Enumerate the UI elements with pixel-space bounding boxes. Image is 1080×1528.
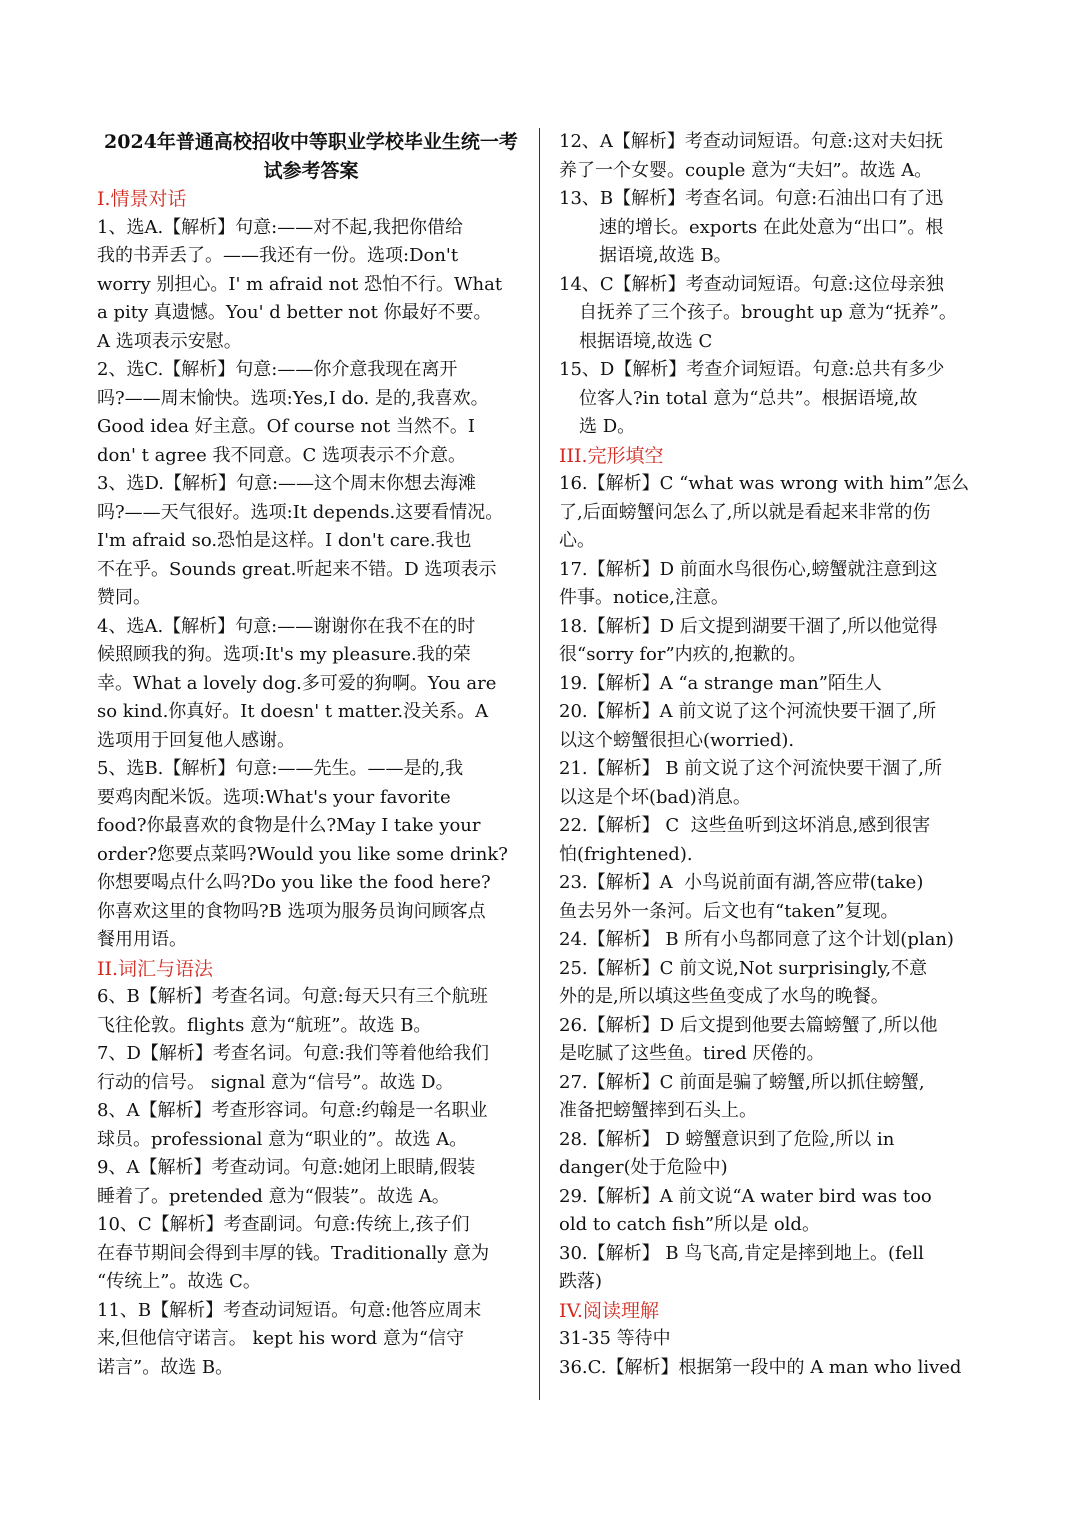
answer-line: 17.【解析】D 前面水鸟很伤心,螃蟹就注意到这	[559, 558, 938, 580]
answer-line: 根据语境,故选 C	[579, 330, 713, 352]
answer-line: 2、选C.【解析】句意:——你介意我现在离开	[97, 359, 458, 380]
answer-line: “传统上”。故选 C。	[97, 1271, 261, 1292]
answer-q23	[559, 869, 989, 926]
answer-line: 1、选A.【解析】句意:——对不起,我把你借给	[97, 216, 463, 238]
answer-q7	[97, 1040, 525, 1097]
answer-line: 选项用于回复他人感谢。	[97, 729, 295, 751]
answer-line: 养了一个女婴。couple 意为“夫妇”。故选 A。	[559, 159, 933, 181]
answer-q15	[559, 356, 989, 442]
answer-q13	[559, 185, 989, 271]
answer-q10	[97, 1211, 525, 1297]
answer-q5	[97, 755, 525, 955]
answer-line: 心。	[559, 530, 595, 551]
answer-line: 26.【解析】D 后文提到他要去篇螃蟹了,所以他	[559, 1014, 938, 1036]
answer-line: 25.【解析】C 前文说,Not surprisingly,不意	[559, 957, 928, 979]
answer-line: 6、B【解析】考查名词。句意:每天只有三个航班	[97, 986, 488, 1007]
answer-line: 8、A【解析】考查形容词。句意:约翰是一名职业	[97, 1100, 488, 1121]
answer-q24	[559, 926, 989, 955]
answer-line: 3、选D.【解析】句意:——这个周末你想去海滩	[97, 473, 477, 494]
doc-title-line-2: 试参考答案	[263, 159, 359, 182]
answer-q1	[97, 214, 525, 357]
answer-line: 12、A【解析】考查动词短语。句意:这对夫妇抚	[559, 131, 943, 152]
answer-q26	[559, 1012, 989, 1069]
answer-line: 吗?——周末愉快。选项:Yes,I do. 是的,我喜欢。	[97, 387, 489, 409]
answer-line: 29.【解析】A 前文说“A water bird was too	[559, 1185, 932, 1207]
answer-line: 行动的信号。 signal 意为“信号”。故选 D。	[97, 1071, 454, 1093]
answer-line: 10、C【解析】考查副词。句意:传统上,孩子们	[97, 1214, 470, 1235]
answer-q17	[559, 556, 989, 613]
answer-q14	[559, 271, 989, 357]
answer-line: 24.【解析】 B 所有小鸟都同意了这个计划(plan)	[559, 929, 954, 950]
answer-q22	[559, 812, 989, 869]
answer-line: 位客人?in total 意为“总共”。根据语境,故	[579, 387, 918, 409]
answer-line: 4、选A.【解析】句意:——谢谢你在我不在的时	[97, 615, 476, 637]
answer-line: food?你最喜欢的食物是什么?May I take your	[97, 815, 481, 836]
answer-q4	[97, 613, 525, 756]
answer-line: 候照顾我的狗。选项:It's my pleasure.我的荣	[97, 644, 471, 665]
answer-q18	[559, 613, 989, 670]
answer-q28	[559, 1126, 989, 1183]
answer-line: 28.【解析】 D 螃蟹意识到了危险,所以 in	[559, 1128, 895, 1150]
answer-q31-35	[559, 1325, 989, 1354]
answer-line: danger(处于危险中)	[559, 1157, 728, 1178]
answer-line: 鱼去另外一条河。后文也有“taken”复现。	[559, 900, 899, 922]
answer-q20	[559, 698, 989, 755]
answer-line: 不在乎。Sounds great.听起来不错。D 选项表示	[97, 558, 497, 580]
section-heading-dialogue: I.情景对话	[97, 188, 187, 210]
answer-line: 15、D【解析】考查介词短语。句意:总共有多少	[559, 359, 945, 380]
left-column	[97, 128, 525, 1382]
answer-line: 19.【解析】A “a strange man”陌生人	[559, 672, 882, 694]
answer-line: 选 D。	[579, 416, 636, 437]
answer-line: 21.【解析】 B 前文说了这个河流快要干涸了,所	[559, 758, 943, 779]
answer-line: 球员。professional 意为“职业的”。故选 A。	[97, 1128, 468, 1150]
answer-line: 36.C.【解析】根据第一段中的 A man who lived	[559, 1356, 962, 1378]
answer-line: 22.【解析】 C 这些鱼听到这坏消息,感到很害	[559, 815, 931, 836]
section-heading-vocab-grammar: II.词汇与语法	[97, 957, 214, 980]
answer-line: 以这是个坏(bad)消息。	[559, 786, 751, 808]
answer-line: don' t agree 我不同意。C 选项表示不介意。	[97, 444, 466, 466]
answer-line: 30.【解析】 B 鸟飞高,肯定是摔到地上。(fell	[559, 1242, 924, 1264]
answer-line: 11、B【解析】考查动词短语。句意:他答应周末	[97, 1299, 482, 1321]
answer-line: 据语境,故选 B。	[599, 245, 732, 266]
answer-line: Good idea 好主意。Of course not 当然不。I	[97, 416, 476, 437]
answer-line: 要鸡肉配米饭。选项:What's your favorite	[97, 786, 451, 808]
answer-line: 飞往伦敦。flights 意为“航班”。故选 B。	[97, 1014, 432, 1036]
answer-line: 我的书弄丢了。——我还有一份。选项:Don't	[97, 245, 459, 266]
answer-line: 诺言”。故选 B。	[97, 1356, 234, 1378]
answer-line: 件事。notice,注意。	[559, 587, 729, 608]
answer-line: 幸。What a lovely dog.多可爱的狗啊。You are	[97, 672, 497, 694]
answer-line: 13、B【解析】考查名词。句意:石油出口有了迅	[559, 188, 944, 209]
answer-line: 5、选B.【解析】句意:——先生。——是的,我	[97, 758, 464, 779]
answer-q25	[559, 955, 989, 1012]
answer-line: 18.【解析】D 后文提到湖要干涸了,所以他觉得	[559, 615, 938, 637]
answer-line: A 选项表示安慰。	[97, 330, 242, 352]
column-divider	[539, 128, 540, 1400]
answer-line: 自抚养了三个孩子。brought up 意为“抚养”。	[579, 302, 957, 323]
section-heading-reading: IV.阅读理解	[559, 1299, 659, 1322]
answer-line: 了,后面螃蟹问怎么了,所以就是看起来非常的伤	[559, 501, 931, 523]
answer-line: 速的增长。exports 在此处意为“出口”。根	[599, 216, 944, 238]
answer-q29	[559, 1183, 989, 1240]
answer-q27	[559, 1069, 989, 1126]
answer-line: worry 别担心。I' m afraid not 恐怕不行。What	[97, 273, 503, 295]
answer-line: 跌落)	[559, 1271, 603, 1292]
answer-line: 赞同。	[97, 587, 151, 608]
answer-line: 怕(frightened).	[559, 843, 693, 865]
answer-q9	[97, 1154, 525, 1211]
section-heading-cloze: III.完形填空	[559, 444, 664, 467]
answer-line: 很“sorry for”内疚的,抱歉的。	[559, 644, 807, 665]
answer-line: 睡着了。pretended 意为“假装”。故选 A。	[97, 1185, 450, 1207]
answer-q6	[97, 983, 525, 1040]
answer-line: 准备把螃蟹摔到石头上。	[559, 1100, 757, 1121]
answer-line: 16.【解析】C “what was wrong with him”怎么	[559, 473, 970, 494]
answer-line: old to catch fish”所以是 old。	[559, 1214, 820, 1235]
answer-line: 9、A【解析】考查动词。句意:她闭上眼睛,假装	[97, 1157, 476, 1178]
right-column	[559, 128, 989, 1382]
answer-line: 来,但他信守诺言。 kept his word 意为“信守	[97, 1328, 465, 1349]
answer-line: 7、D【解析】考查名词。句意:我们等着他给我们	[97, 1043, 489, 1064]
answer-line: 在春节期间会得到丰厚的钱。Traditionally 意为	[97, 1242, 490, 1264]
doc-title-line-1: 2024年普通高校招收中等职业学校毕业生统一考	[104, 131, 518, 153]
answer-line: 是吃腻了这些鱼。tired 厌倦的。	[559, 1043, 825, 1064]
answer-line: so kind.你真好。It doesn' t matter.没关系。A	[97, 701, 489, 722]
answer-q2	[97, 356, 525, 470]
answer-line: 14、C【解析】考查动词短语。句意:这位母亲独	[559, 273, 944, 295]
answer-q11	[97, 1297, 525, 1383]
answer-line: I'm afraid so.恐怕是这样。I don't care.我也	[97, 530, 472, 551]
answer-q19	[559, 670, 989, 699]
answer-q8	[97, 1097, 525, 1154]
answer-q3	[97, 470, 525, 613]
answer-q36	[559, 1354, 989, 1383]
answer-line: 外的是,所以填这些鱼变成了水鸟的晚餐。	[559, 986, 889, 1007]
answer-q30	[559, 1240, 989, 1297]
answer-line: 23.【解析】A 小鸟说前面有湖,答应带(take)	[559, 872, 924, 893]
answer-line: 吗?——天气很好。选项:It depends.这要看情况。	[97, 501, 504, 523]
answer-line: 以这个螃蟹很担心(worried).	[559, 729, 795, 751]
answer-line: 餐用用语。	[97, 929, 187, 950]
answer-q16	[559, 470, 989, 556]
answer-q12	[559, 128, 989, 185]
answer-line: 31-35 等待中	[559, 1328, 671, 1349]
answer-line: order?您要点菜吗?Would you like some drink?	[97, 843, 508, 865]
answer-line: 你喜欢这里的食物吗?B 选项为服务员询问顾客点	[97, 900, 486, 922]
answer-line: 20.【解析】A 前文说了这个河流快要干涸了,所	[559, 701, 937, 722]
answer-line: 27.【解析】C 前面是骗了螃蟹,所以抓住螃蟹,	[559, 1071, 925, 1093]
answer-q21	[559, 755, 989, 812]
answer-line: 你想要喝点什么吗?Do you like the food here?	[97, 872, 491, 893]
answer-line: a pity 真遗憾。You' d better not 你最好不要。	[97, 302, 492, 323]
